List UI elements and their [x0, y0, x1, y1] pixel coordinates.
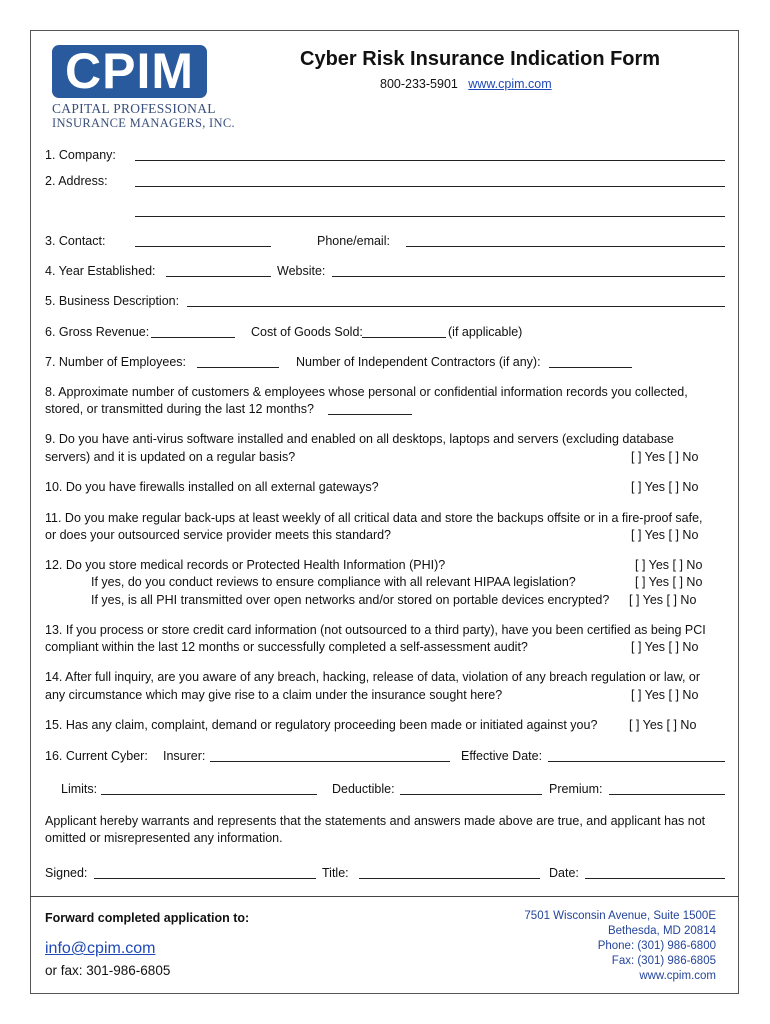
premium-label: Premium:	[549, 782, 603, 796]
question-13-line-2: compliant within the last 12 months or successfully completed a self-assessment audit?	[45, 640, 528, 654]
cpim-logo: CPIM	[52, 45, 207, 98]
contractors-field[interactable]	[549, 367, 632, 368]
question-12-yes-no[interactable]: [ ] Yes [ ] No	[635, 558, 703, 572]
contractors-label: Number of Independent Contractors (if any):	[296, 355, 541, 369]
question-11-line-1: 11. Do you make regular back-ups at least weekly of all critical data and store the backups offsite or in a fire-proof safe,	[45, 511, 703, 525]
question-13-line-1: 13. If you process or store credit card information (not outsourced to a third party), have you been certified as being PCI	[45, 623, 706, 637]
footer-address-block	[524, 909, 716, 984]
logo-line-1: CAPITAL PROFESSIONAL	[52, 101, 216, 116]
question-12-sub-1: If yes, do you conduct reviews to ensure compliance with all relevant HIPAA legislation?	[91, 575, 576, 589]
gross-revenue-label: 6. Gross Revenue:	[45, 325, 150, 339]
question-10-yes-no[interactable]: [ ] Yes [ ] No	[631, 480, 699, 494]
question-12-sub-2: If yes, is all PHI transmitted over open networks and/or stored on portable devices encrypted?	[91, 593, 610, 607]
question-15-yes-no[interactable]: [ ] Yes [ ] No	[629, 718, 697, 732]
date-label: Date:	[549, 866, 579, 880]
warranty-line-2: omitted or misrepresented any information.	[45, 831, 283, 845]
address-label: 2. Address:	[45, 174, 108, 188]
date-field[interactable]	[585, 878, 725, 879]
question-8-field[interactable]	[328, 414, 412, 415]
address-phone: Phone: (301) 986-6800	[597, 940, 716, 952]
effective-date-label: Effective Date:	[461, 749, 543, 763]
question-14-line-2: any circumstance which may give rise to a claim under the insurance sought here?	[45, 688, 503, 702]
business-description-label: 5. Business Description:	[45, 294, 180, 308]
company-label: 1. Company:	[45, 148, 116, 162]
current-cyber-label: 16. Current Cyber:	[45, 749, 148, 763]
question-9-line-1: 9. Do you have anti-virus software installed and enabled on all desktops, laptops and servers (excluding database	[45, 432, 674, 446]
address-website[interactable]: www.cpim.com	[639, 970, 716, 982]
phone-email-field[interactable]	[406, 246, 725, 247]
contact-field[interactable]	[135, 246, 271, 247]
cogs-field[interactable]	[362, 337, 446, 338]
page-title: Cyber Risk Insurance Indication Form	[300, 48, 661, 70]
if-applicable-note: (if applicable)	[448, 325, 523, 339]
title-label: Title:	[322, 866, 349, 880]
question-9-yes-no[interactable]: [ ] Yes [ ] No	[631, 450, 699, 464]
title-field[interactable]	[359, 878, 540, 879]
header-phone: 800-233-5901	[380, 77, 458, 91]
address-line-1: 7501 Wisconsin Avenue, Suite 1500E	[524, 910, 716, 922]
effective-date-field[interactable]	[548, 761, 725, 762]
question-15: 15. Has any claim, complaint, demand or regulatory proceeding been made or initiated against you?	[45, 718, 598, 732]
question-12-sub-2-yes-no[interactable]: [ ] Yes [ ] No	[629, 593, 697, 607]
deductible-label: Deductible:	[332, 782, 395, 796]
cogs-label: Cost of Goods Sold:	[251, 325, 363, 339]
limits-field[interactable]	[101, 794, 317, 795]
footer-email-link[interactable]: info@cpim.com	[45, 940, 156, 957]
question-12-sub-1-yes-no[interactable]: [ ] Yes [ ] No	[635, 575, 703, 589]
forward-label: Forward completed application to:	[45, 911, 250, 925]
address-field-2[interactable]	[135, 216, 725, 217]
employees-field[interactable]	[197, 367, 279, 368]
insurer-label: Insurer:	[163, 749, 206, 763]
logo-line-2: INSURANCE MANAGERS, INC.	[52, 116, 235, 130]
business-description-field[interactable]	[187, 306, 725, 307]
signed-label: Signed:	[45, 866, 88, 880]
question-14-line-1: 14. After full inquiry, are you aware of any breach, hacking, release of data, violation of any breach regulation or law, or	[45, 670, 701, 684]
warranty-line-1: Applicant hereby warrants and represents that the statements and answers made above are true, and applicant has not	[45, 814, 706, 828]
question-9-line-2: servers) and it is updated on a regular basis?	[45, 450, 296, 464]
question-11-yes-no[interactable]: [ ] Yes [ ] No	[631, 528, 699, 542]
footer-fax: or fax: 301-986-6805	[45, 963, 171, 978]
deductible-field[interactable]	[400, 794, 542, 795]
limits-label: Limits:	[61, 782, 98, 796]
question-14-yes-no[interactable]: [ ] Yes [ ] No	[631, 688, 699, 702]
address-field-1[interactable]	[135, 186, 725, 187]
gross-revenue-field[interactable]	[151, 337, 235, 338]
company-field[interactable]	[135, 160, 725, 161]
website-field[interactable]	[332, 276, 725, 277]
signed-field[interactable]	[94, 878, 316, 879]
premium-field[interactable]	[609, 794, 725, 795]
question-13-yes-no[interactable]: [ ] Yes [ ] No	[631, 640, 699, 654]
question-12: 12. Do you store medical records or Protected Health Information (PHI)?	[45, 558, 446, 572]
contact-label: 3. Contact:	[45, 234, 106, 248]
address-fax: Fax: (301) 986-6805	[611, 955, 716, 967]
header-contact	[380, 77, 552, 91]
header-website-link[interactable]: www.cpim.com	[468, 77, 552, 91]
question-10: 10. Do you have firewalls installed on all external gateways?	[45, 480, 379, 494]
employees-label: 7. Number of Employees:	[45, 355, 187, 369]
question-8-line-1: 8. Approximate number of customers & employees whose personal or confidential information records you collected,	[45, 385, 688, 399]
year-established-label: 4. Year Established:	[45, 264, 156, 278]
phone-email-label: Phone/email:	[317, 234, 390, 248]
footer-divider	[30, 896, 739, 897]
address-line-2: Bethesda, MD 20814	[607, 925, 716, 937]
year-established-field[interactable]	[166, 276, 271, 277]
website-label: Website:	[277, 264, 326, 278]
question-8-line-2: stored, or transmitted during the last 12 months?	[45, 402, 314, 416]
question-11-line-2: or does your outsourced service provider meets this standard?	[45, 528, 392, 542]
insurer-field[interactable]	[210, 761, 450, 762]
